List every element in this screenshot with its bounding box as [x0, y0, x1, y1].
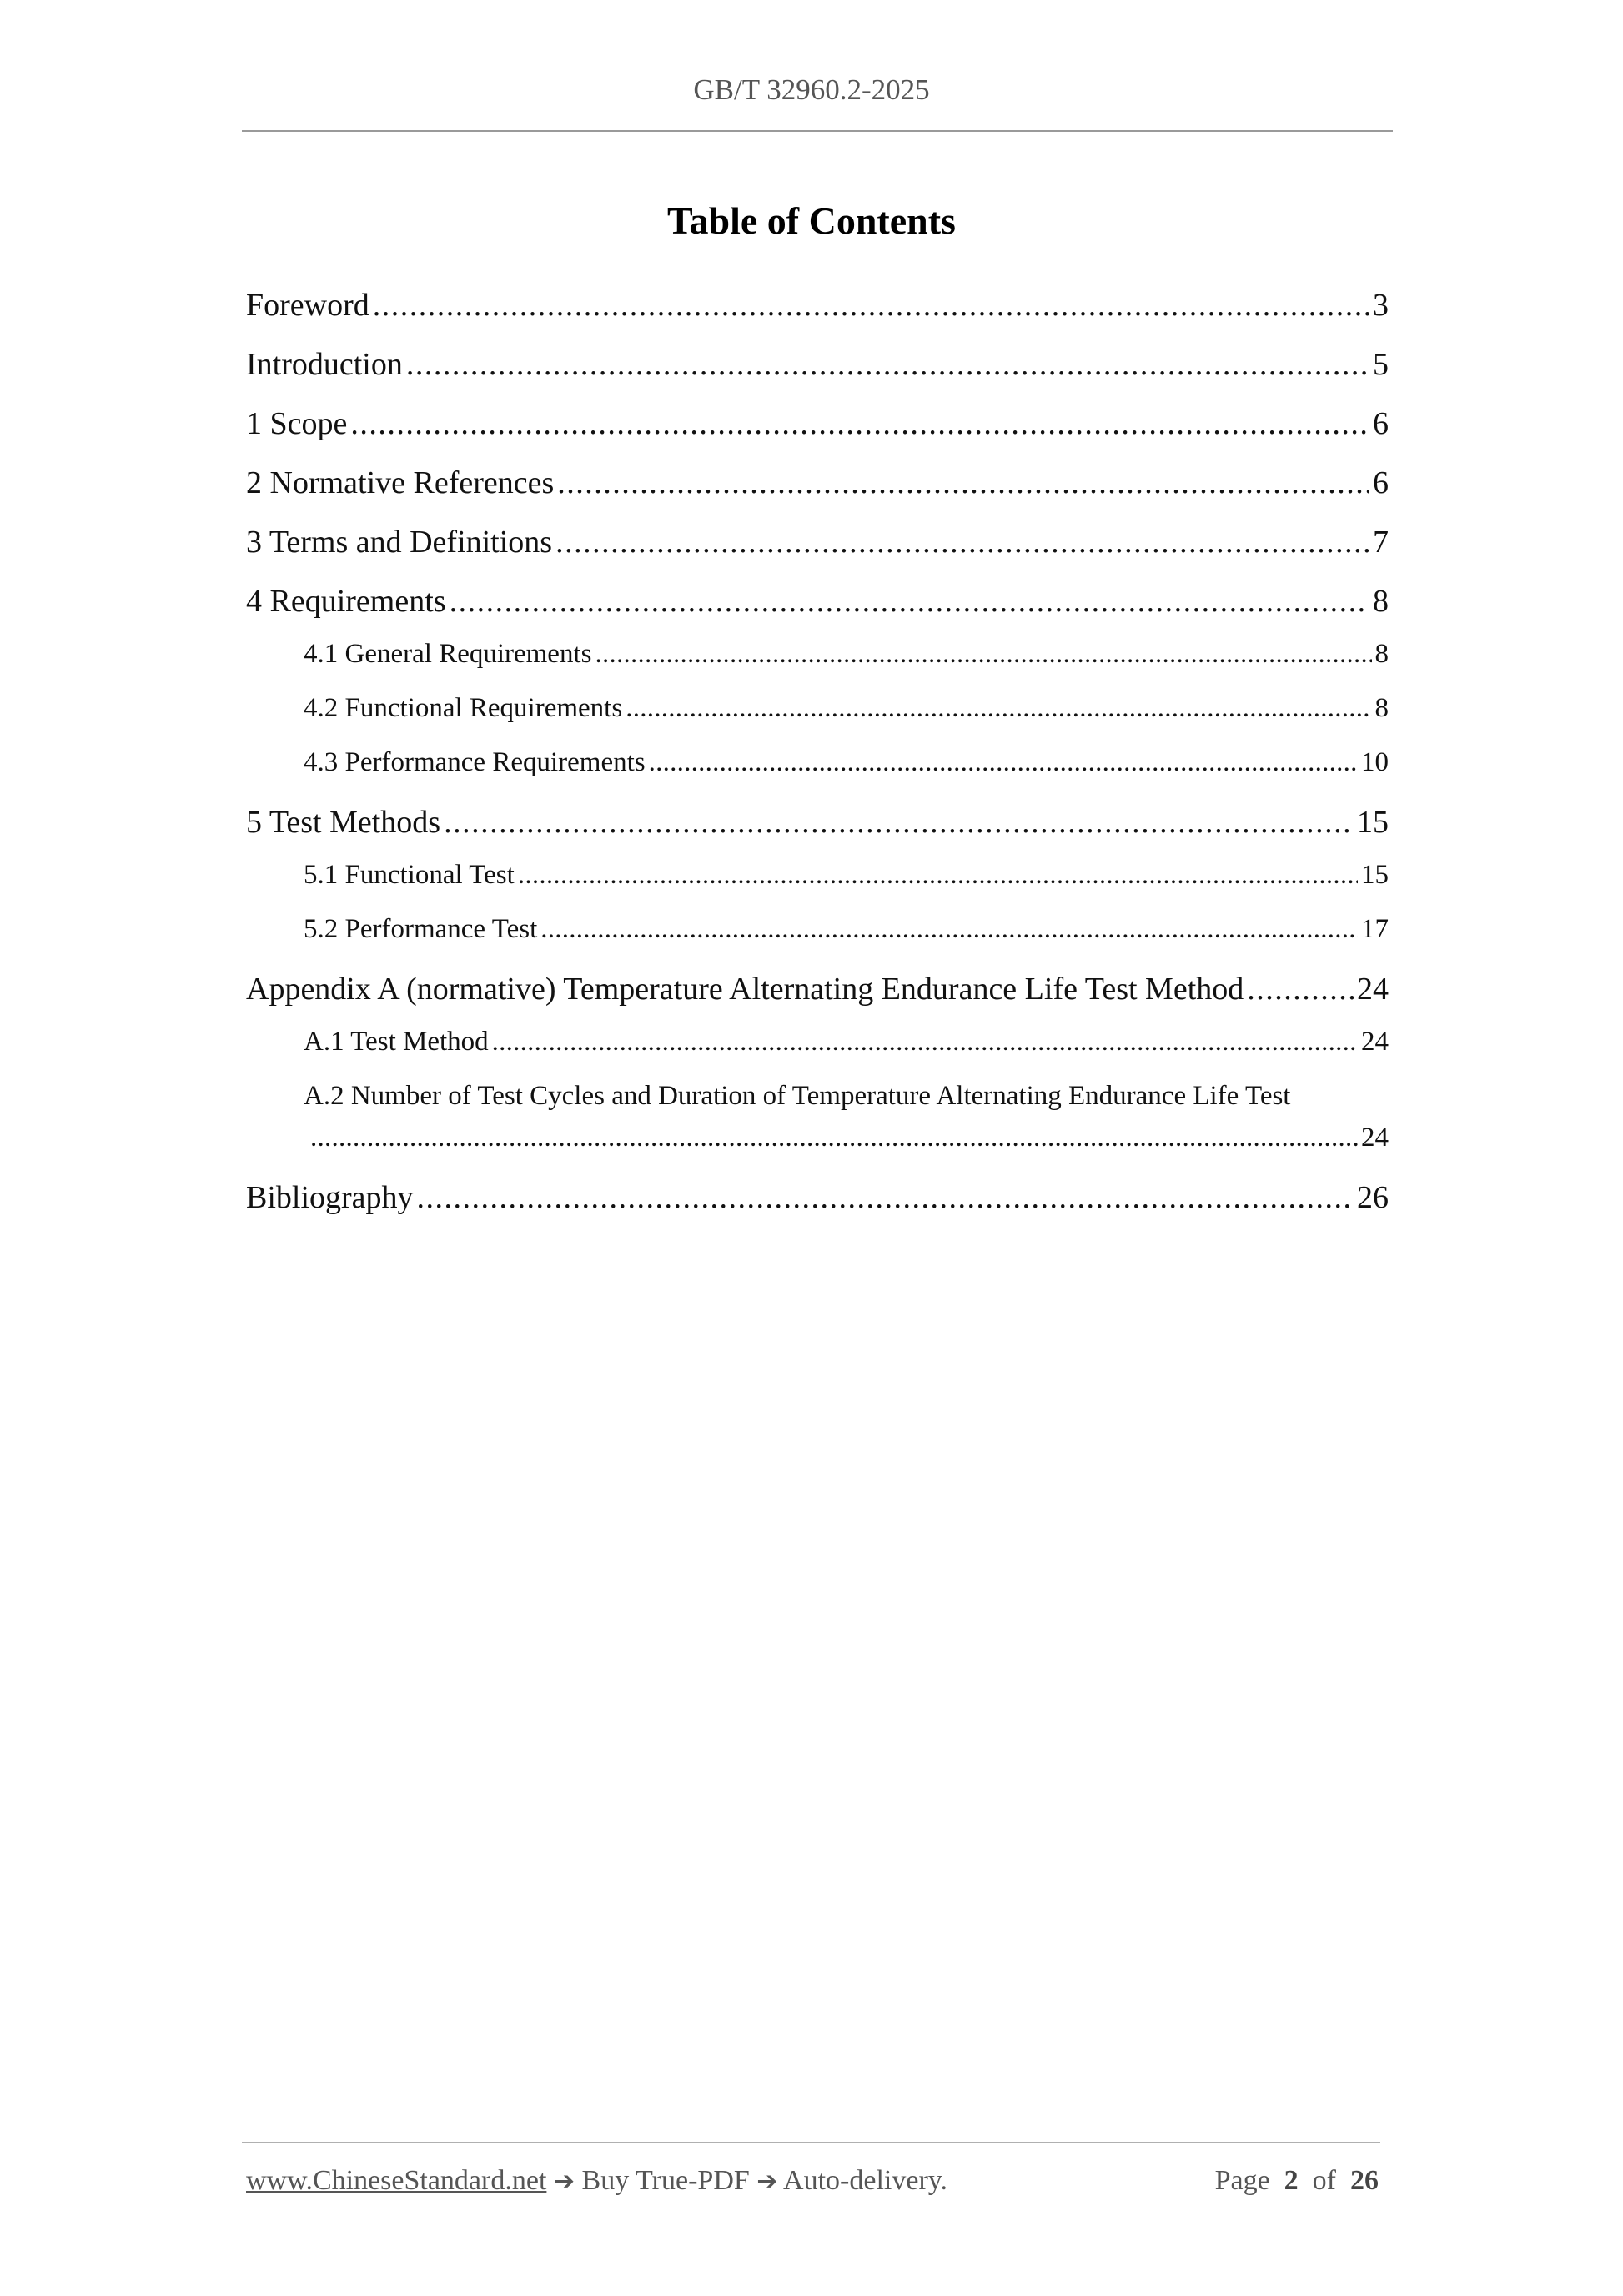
toc-entry-test-methods[interactable]: [246, 804, 1389, 841]
toc-entry-terms-definitions[interactable]: [246, 524, 1389, 560]
toc-page-number: 7: [1373, 525, 1389, 560]
toc-page-number: 10: [1361, 747, 1389, 777]
page-total: 26: [1350, 2165, 1379, 2196]
toc-entry-a2-label[interactable]: A.2 Number of Test Cycles and Duration of Temperature Alternating Endurance Life Test: [304, 1081, 1291, 1111]
page-current: 2: [1284, 2165, 1299, 2196]
toc-entry-introduction[interactable]: [246, 346, 1389, 383]
page-of-label: of: [1312, 2165, 1336, 2196]
toc-entry-label: Foreword: [246, 288, 369, 323]
toc-entry-label: 4.2 Functional Requirements: [304, 693, 623, 723]
toc-entry-label: Bibliography: [246, 1180, 414, 1215]
dot-leader: [557, 465, 1369, 501]
dot-leader: [649, 747, 1358, 778]
page-indicator: [1215, 2165, 1379, 2197]
toc-entry-label: Introduction: [246, 347, 403, 382]
toc-page-number: 6: [1373, 406, 1389, 441]
dot-leader: [540, 914, 1358, 945]
dot-leader: [555, 524, 1369, 560]
buy-text: Buy True-PDF: [581, 2165, 750, 2196]
dot-leader: [626, 693, 1371, 724]
toc-entry-label: 4.3 Performance Requirements: [304, 747, 646, 777]
toc-page-number: 6: [1373, 465, 1389, 500]
toc-entry-performance-requirements[interactable]: [304, 747, 1389, 778]
toc-entry-label: A.1 Test Method: [304, 1027, 489, 1057]
toc-page-number: 15: [1361, 860, 1389, 890]
toc-entry-scope[interactable]: [246, 405, 1389, 442]
toc-entry-foreword[interactable]: [246, 287, 1389, 324]
toc-entry-normative-references[interactable]: [246, 465, 1389, 501]
toc-entry-a2-leader-line[interactable]: [304, 1123, 1389, 1153]
dot-leader: [417, 1179, 1354, 1216]
toc-entry-label: 5.2 Performance Test: [304, 914, 538, 944]
toc-entry-label: 3 Terms and Definitions: [246, 525, 553, 560]
toc-entry-bibliography[interactable]: [246, 1179, 1389, 1216]
toc-page-number: 8: [1373, 584, 1389, 619]
toc-page-number: 3: [1373, 288, 1389, 323]
dot-leader: [406, 346, 1369, 383]
toc-entry-label: 4 Requirements: [246, 584, 446, 619]
dot-leader: [595, 639, 1371, 670]
toc-title: Table of Contents: [667, 199, 956, 242]
dot-leader: [350, 405, 1369, 442]
toc-entry-appendix-a[interactable]: [246, 971, 1389, 1007]
toc-page-number: 5: [1373, 347, 1389, 382]
toc-page-number: 8: [1374, 693, 1389, 723]
toc-entry-functional-test[interactable]: [304, 860, 1389, 891]
arrow-right-icon: ➔: [553, 2167, 575, 2196]
toc-entry-label: 4.1 General Requirements: [304, 639, 592, 669]
toc-page-number: 17: [1361, 914, 1389, 944]
dot-leader: [373, 287, 1369, 324]
document-code-header: GB/T 32960.2-2025: [693, 73, 930, 106]
toc-entry-requirements[interactable]: [246, 583, 1389, 620]
toc-page-number: 24: [1361, 1123, 1389, 1153]
arrow-right-icon: ➔: [756, 2167, 778, 2196]
dot-leader: [492, 1027, 1358, 1058]
toc-entry-general-requirements[interactable]: [304, 639, 1389, 670]
toc-entry-a1-test-method[interactable]: [304, 1027, 1389, 1058]
toc-entry-label: 1 Scope: [246, 406, 348, 441]
footer-promo: [246, 2165, 947, 2197]
dot-leader: [1247, 971, 1354, 1007]
footer-divider: [242, 2142, 1380, 2143]
toc-entry-label: 5.1 Functional Test: [304, 860, 515, 890]
toc-entry-label: 2 Normative References: [246, 465, 555, 500]
toc-entry-label: Appendix A (normative) Temperature Alternating Endurance Life Test Method: [246, 972, 1244, 1007]
toc-entry-performance-test[interactable]: [304, 914, 1389, 945]
dot-leader: [518, 860, 1358, 891]
site-link[interactable]: www.ChineseStandard.net: [246, 2165, 547, 2196]
toc-page-number: 24: [1361, 1027, 1389, 1057]
toc-page-number: 24: [1357, 972, 1389, 1007]
dot-leader: [444, 804, 1354, 841]
toc-entry-label: 5 Test Methods: [246, 805, 441, 840]
toc-page-number: 15: [1357, 805, 1389, 840]
delivery-text: Auto-delivery.: [783, 2165, 948, 2196]
toc-page-number: 8: [1374, 639, 1389, 669]
toc-entry-functional-requirements[interactable]: [304, 693, 1389, 724]
page-label: Page: [1214, 2165, 1270, 2196]
dot-leader: [310, 1123, 1358, 1153]
dot-leader: [450, 583, 1369, 620]
toc-page-number: 26: [1357, 1180, 1389, 1215]
